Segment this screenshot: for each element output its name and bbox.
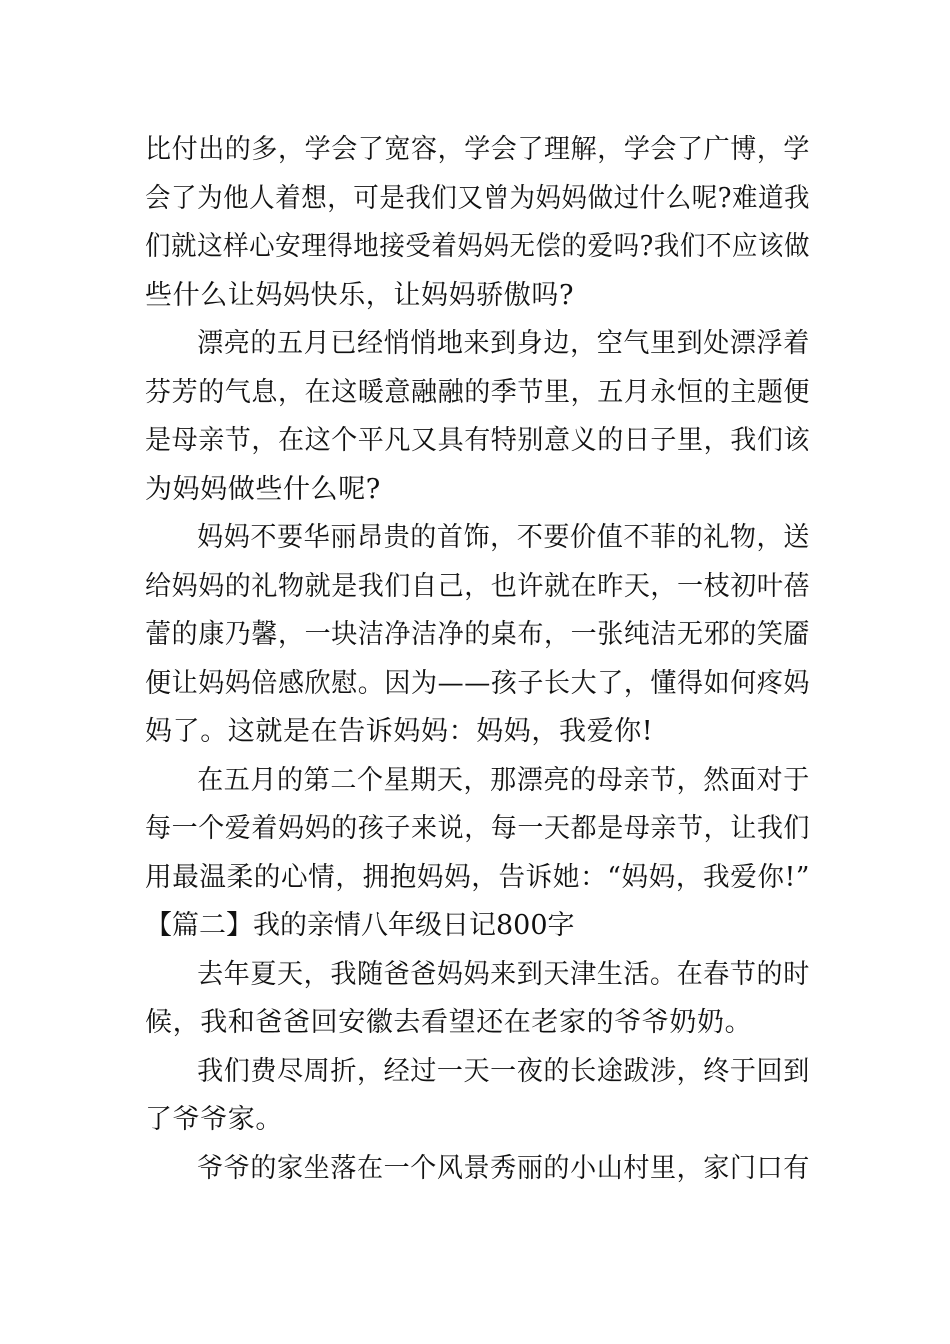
text-line: 妈妈不要华丽昂贵的首饰，不要价值不菲的礼物，送 bbox=[197, 522, 810, 553]
text-line: 用最温柔的心情，拥抱妈妈，告诉她：“妈妈，我爱你!” bbox=[145, 861, 811, 893]
body-text bbox=[145, 126, 810, 1193]
text-line: 爷爷的家坐落在一个风景秀丽的小山村里，家门口有 bbox=[197, 1152, 810, 1184]
text-line: 给妈妈的礼物就是我们自己，也许就在昨天，一枝初叶蓓 bbox=[145, 570, 811, 602]
text-line: 在五月的第二个星期天，那漂亮的母亲节，然面对于 bbox=[197, 764, 810, 796]
text-line: 每一个爱着妈妈的孩子来说，每一天都是母亲节，让我们 bbox=[145, 813, 811, 844]
text-line: 候，我和爸爸回安徽去看望还在老家的爷爷奶奶。 bbox=[145, 1007, 753, 1038]
text-line: 漂亮的五月已经悄悄地来到身边，空气里到处漂浮着 bbox=[197, 328, 810, 359]
text-line: 我们费尽周折，经过一天一夜的长途跋涉，终于回到 bbox=[197, 1055, 810, 1087]
text-line: 妈了。这就是在告诉妈妈：妈妈，我爱你! bbox=[145, 716, 654, 747]
text-line: 比付出的多，学会了宽容，学会了理解，学会了广博，学 bbox=[145, 134, 811, 165]
text-line: 蕾的康乃馨，一块洁净洁净的桌布，一张纯洁无邪的笑靥 bbox=[145, 619, 811, 650]
text-line: 为妈妈做些什么呢? bbox=[145, 473, 381, 505]
text-line: 些什么让妈妈快乐，让妈妈骄傲吗? bbox=[145, 279, 575, 311]
text-line: 去年夏天，我随爸爸妈妈来到天津生活。在春节的时 bbox=[197, 958, 810, 990]
text-line: 了爷爷家。 bbox=[145, 1104, 283, 1135]
text-line: 芬芳的气息，在这暖意融融的季节里，五月永恒的主题便 bbox=[145, 376, 811, 408]
section-heading: 【篇二】我的亲情八年级日记800字 bbox=[145, 910, 575, 941]
text-line: 便让妈妈倍感欣慰。因为——孩子长大了，懂得如何疼妈 bbox=[145, 667, 811, 699]
text-line: 会了为他人着想，可是我们又曾为妈妈做过什么呢?难道我 bbox=[145, 182, 811, 214]
text-line: 们就这样心安理得地接受着妈妈无偿的爱吗?我们不应该做 bbox=[145, 231, 811, 262]
text-line: 是母亲节，在这个平凡又具有特别意义的日子里，我们该 bbox=[145, 425, 811, 456]
